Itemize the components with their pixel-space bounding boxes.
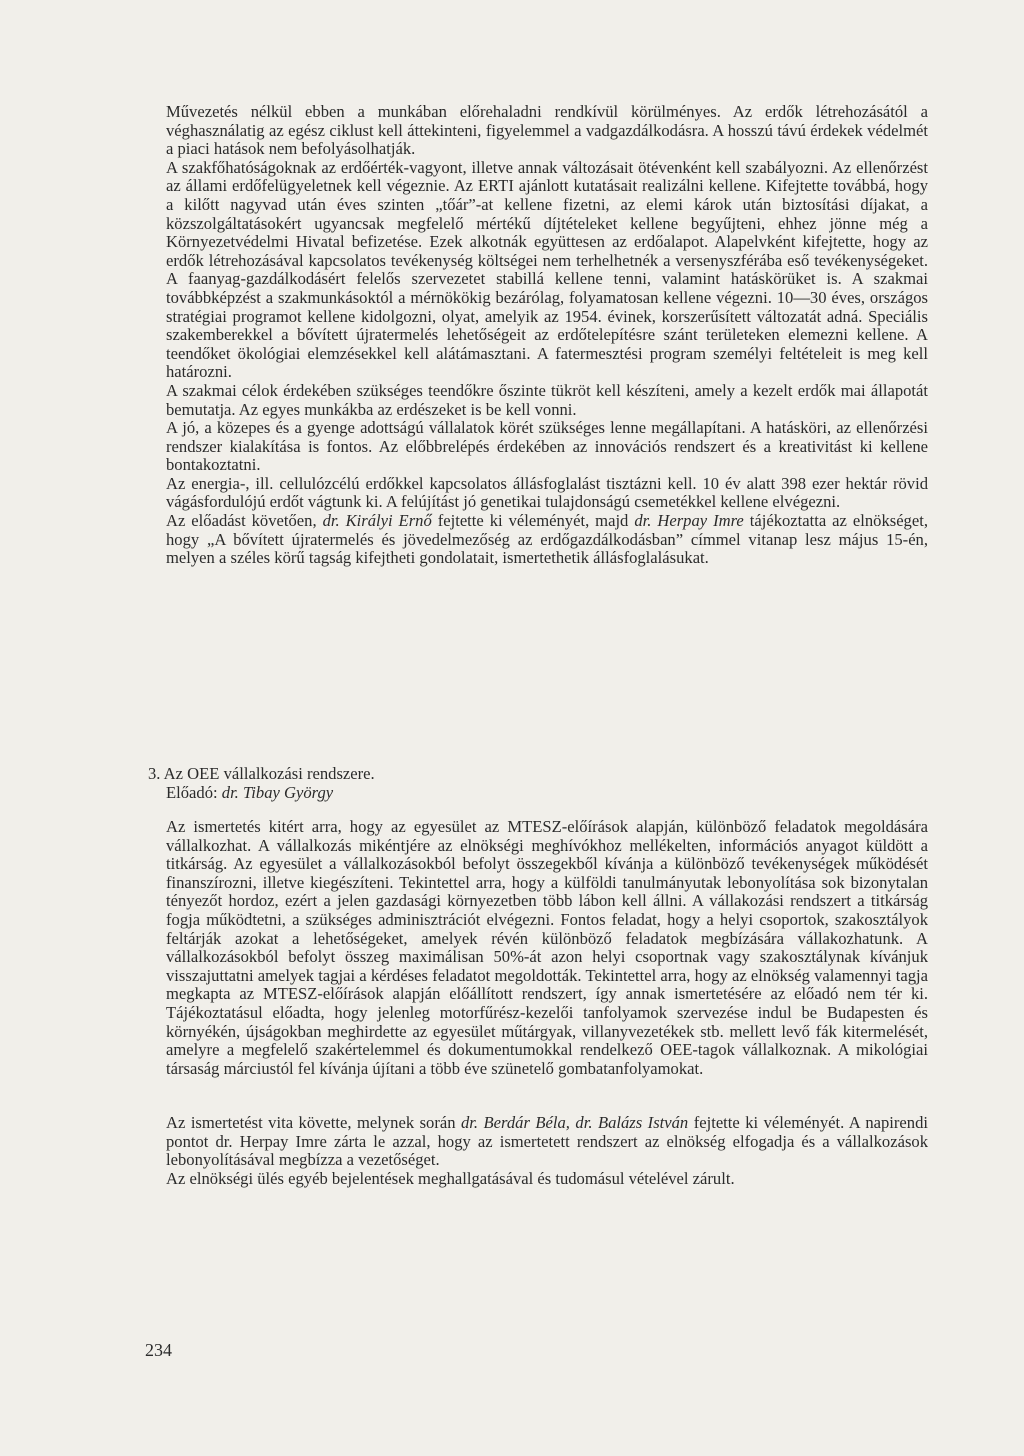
paragraph: Az ismertetés kitért arra, hogy az egyesület az MTESZ-előírások alapján, különböző feladatok megoldására vállalkozhat. A vállalkozás mikéntjére az elnökségi meghívókhoz mellékelten, információs anyagot küldött a titkárság. Az egyesület a vállalkozásokból befolyt összegekből kívánja a különböző tevékenységek működését finanszírozni, illetve kiegészíteni. Tekintettel arra, hogy a külföldi tanulmányutak lebonyolítása sok bizonytalan tényezőt hordoz, ezért a jelen gazdasági környezetben több lábon kell állni. A vállakozási rendszert a titkárság fogja működtetni, a szükséges adminisztrációt elvégezni. Fontos feladat, hogy a helyi csoportok, szakosztályok feltárják azokat a lehetőségeket, amelyek révén különböző feladatok megbízására vállakozhatunk. A vállalkozásokból befolyt összeg maximálisan 50%-át azon helyi csoportnak vagy szakosztálynak kívánjuk visszajuttatni amelyek tagjai a kérdéses feladatot megoldották. Tekintettel arra, hogy az elnökség valamennyi tagja megkapta az MTESZ-előírások alapján előállított rendszert, így annak ismertetésére az előadó nem tér ki. Tájékoztatásul előadta, hogy jelenleg motorfűrész-kezelői tanfolyamok szervezése indul be Budapesten és környékén, újságokban meghirdette az egyesület műtárgyak, villanyvezetékek stb. mellett levő fák kitermelését, amelyre a megfelelő szakértelemmel és dokumentumokkal rendelkező OEE-tagok vállalkoznak. A mikológiai társaság márciustól fel kívánja újítani a több éve szünetelő gombatanfolyamokat. bbox=[166, 817, 928, 1078]
text-run: tájékoztatta az elnökséget, hogy „A bővített újratermelés és jövedelmezőség az erdőgazdálkodásban” címmel vitanap lesz május 15-én, melyen a széles körű tagság kifejtheti gondolatait, ismertethetik állásfoglalásukat. bbox=[166, 511, 928, 568]
person-name: dr. Berdár Béla, dr. Balázs István bbox=[461, 1113, 689, 1132]
page-number: 234 bbox=[145, 1340, 172, 1360]
speaker-prefix: Előadó: bbox=[166, 783, 222, 802]
body-text-block-3 bbox=[166, 1114, 928, 1188]
speaker-line bbox=[148, 783, 375, 802]
person-name: dr. Herpay Imre bbox=[634, 511, 744, 531]
text-run: Az előadást követően, bbox=[166, 511, 323, 531]
body-text-block-1 bbox=[166, 103, 928, 568]
person-name: dr. Királyi Ernő bbox=[322, 511, 432, 531]
paragraph: A szakmai célok érdekében szükséges teendőkre őszinte tükröt kell készíteni, amely a kezelt erdők mai állapotát bemutatja. Az egyes munkákba az erdészeket is be kell vonni. bbox=[166, 380, 928, 419]
text-run: fejtette ki véleményét. A napirendi pontot dr. Herpay Imre zárta le azzal, hogy az ismertetett rendszert az elnökség elfogadja és a vállalkozások lebonyolításával megbízza a vezetőséget. bbox=[166, 1113, 928, 1170]
paragraph bbox=[166, 512, 928, 568]
paragraph: Az elnökségi ülés egyéb bejelentések meghallgatásával és tudomásul vételével zárult. bbox=[166, 1168, 735, 1188]
paragraph bbox=[166, 1114, 928, 1170]
speaker-name: dr. Tibay György bbox=[221, 783, 334, 802]
body-text-block-2 bbox=[166, 818, 928, 1078]
text-run: Az ismertetést vita követte, melynek során bbox=[166, 1113, 461, 1132]
text-run: fejtette ki véleményét, majd bbox=[431, 511, 635, 531]
paragraph: A szakfőhatóságoknak az erdőérték-vagyont, illetve annak változásait ötévenként kell szabályozni. Az ellenőrzést az állami erdőfelügyeletnek kell végeznie. Az ERTI ajánlott kutatásait realizálni kellene. Kifejtette továbbá, hogy a kilőtt nagyvad után éves szinten „tőár”-at kellene fizetni, az elemi károk után biztosítási díjakat, a közszolgáltatásokért ugyancsak megfelelő mértékű díjtételeket kellene begyűjteni, ehhez jönne még a Környezetvédelmi Hivatal befizetése. Ezek alkotnák együttesen az erdőalapot. Alapelvként kifejtette, hogy az erdők létrehozásával kapcsolatos tevékenység költségei nem terhelhetnék a versenyszférába eső tevékenységeket. A faanyag-gazdálkodásért felelős szervezetet stabillá kellene tenni, valamint hatáskörüket is. A szakmai továbbképzést a szakmunkásoktól a mérnökökig bezárólag, folyamatosan kellene végezni. 10—30 éves, országos stratégiai programot kellene kidolgozni, olyat, amelyik az 1954. évinek, korszerűsített változatát adná. Speciális szakemberekkel a bővített újratermelés lehetőségeit az erdőtelepítésre szánt területeken elemezni kellene. A teendőket ökológiai elemzésekkel kell alátámasztani. A fatermesztési program személyi feltételeit is meg kell határozni. bbox=[166, 157, 928, 382]
paragraph: Az energia-, ill. cellulózcélú erdőkkel kapcsolatos állásfoglalást tisztázni kell. 10 év alatt 398 ezer hektár rövid vágásfordulójú erdőt vágtunk ki. A felújítást jó genetikai tulajdonságú csemetékkel kellene elvégezni. bbox=[166, 473, 928, 512]
section-heading bbox=[148, 764, 375, 802]
paragraph: Művezetés nélkül ebben a munkában előrehaladni rendkívül körülményes. Az erdők létrehozásától a véghasználatig az egész ciklust kell áttekinteni, figyelemmel a vadgazdálkodásra. A hosszú távú érdekek védelmét a piaci hatások nem befolyásolhatják. bbox=[166, 102, 928, 159]
section-title: 3. Az OEE vállalkozási rendszere. bbox=[148, 764, 375, 783]
paragraph: A jó, a közepes és a gyenge adottságú vállalatok körét szükséges lenne megállapítani. A hatásköri, az ellenőrzési rendszer kialakítása is fontos. Az előbbrelépés érdekében az innovációs rendszert és a kreativitást ki kellene bontakoztatni. bbox=[166, 418, 928, 475]
